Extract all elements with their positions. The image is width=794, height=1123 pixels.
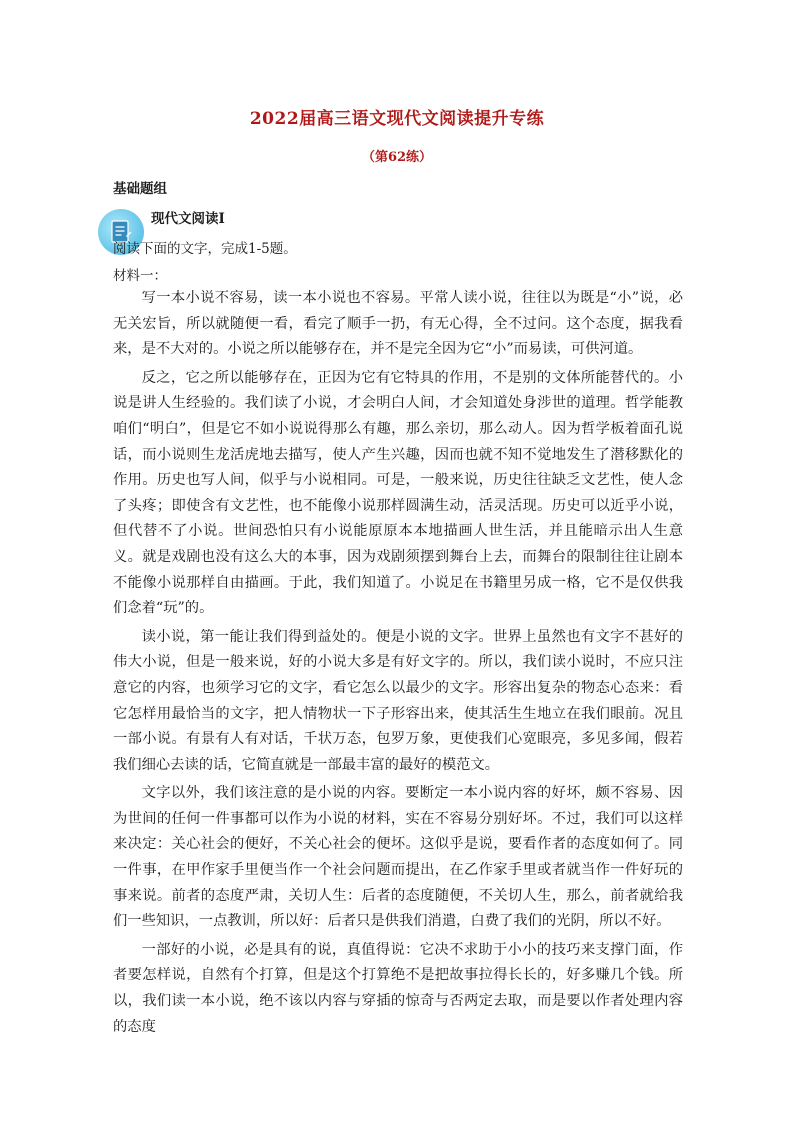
paragraph: 写一本小说不容易，读一本小说也不容易。平常人读小说，往往以为既是“小”说，必无关宏旨，所以就随便一看，看完了顺手一扔，有无心得，全不过问。这个态度，据我看来，是不大对的。小说之所以能够存在，并不是完全因为它“小”而易读，可供河道。 <box>113 290 683 358</box>
paragraph: 一部好的小说，必是具有的说，真值得说：它决不求助于小小的技巧来支撑门面，作者要怎样说，自然有个打算，但是这个打算绝不是把故事拉得长长的，好多赚几个钱。所以，我们读一本小说，绝不该以内容与穿插的惊奇与否两定去取，而是要以作者处理内容的态度 <box>113 941 683 1035</box>
reading-instruction: 阅读下面的文字，完成1-5题。 <box>113 241 297 257</box>
material-label: 材料一： <box>113 268 167 284</box>
paragraph: 读小说，第一能让我们得到益处的。便是小说的文字。世界上虽然也有文字不甚好的伟大小说，但是一般来说，好的小说大多是有好文字的。所以，我们读小说时，不应只注意它的内容，也须学习它的文字，看它怎么以最少的文字。形容出复杂的物态心态来：看它怎样用最恰当的文字，把人情物状一下子形容出来，使其活生生地立在我们眼前。况且一部小说。有景有人有对话，千状万态，包罗万象，更使我们心宽眼亮，多见多闻，假若我们细心去读的话，它简直就是一部最丰富的最好的模范文。 <box>113 628 683 773</box>
reading-section-heading: 现代文阅读Ⅰ <box>151 211 225 227</box>
article-body <box>113 286 683 1043</box>
page-subtitle: （第62练） <box>361 150 433 165</box>
paragraph: 反之，它之所以能够存在，正因为它有它特具的作用，不是别的文体所能替代的。小说是讲人生经验的。我们读了小说，才会明白人间，才会知道处身涉世的道理。哲学能教咱们“明白”，但是它不如小说说得那么有趣，那么亲切，那么动人。因为哲学板着面孔说话，而小说则生龙活虎地去描写，使人产生兴趣，因而也就不知不觉地发生了潜移默化的作用。历史也写人间，似乎与小说相同。可是，一般来说，历史往往缺乏文艺性，使人念了头疼；即使含有文艺性，也不能像小说那样圆满生动，活灵活现。历史可以近乎小说，但代替不了小说。世间恐怕只有小说能原原本本地描画人世生活，并且能暗示出人生意义。就是戏剧也没有这么大的本事，因为戏剧须摆到舞台上去，而舞台的限制往往让剧本不能像小说那样自由描画。于此，我们知道了。小说足在书籍里另成一格，它不是仅供我们念着“玩”的。 <box>113 369 683 617</box>
paragraph: 文字以外，我们该注意的是小说的内容。要断定一本小说内容的好坏，颇不容易、因为世间的任何一件事都可以作为小说的材料，实在不容易分别好坏。不过，我们可以这样来决定：关心社会的便好，不关心社会的便坏。这似乎是说，要看作者的态度如何了。同一件事，在甲作家手里便当作一个社会问题而提出，在乙作家手里或者就当作一件好玩的事来说。前者的态度严肃，关切人生：后者的态度随便，不关切人生，那么，前者就给我们一些知识，一点教训，所以好：后者只是供我们消遣，白费了我们的光阴，所以不好。 <box>113 785 683 930</box>
section-label: 基础题组 <box>113 181 167 197</box>
page-title: 2022届高三语文现代文阅读提升专练 <box>249 109 545 129</box>
